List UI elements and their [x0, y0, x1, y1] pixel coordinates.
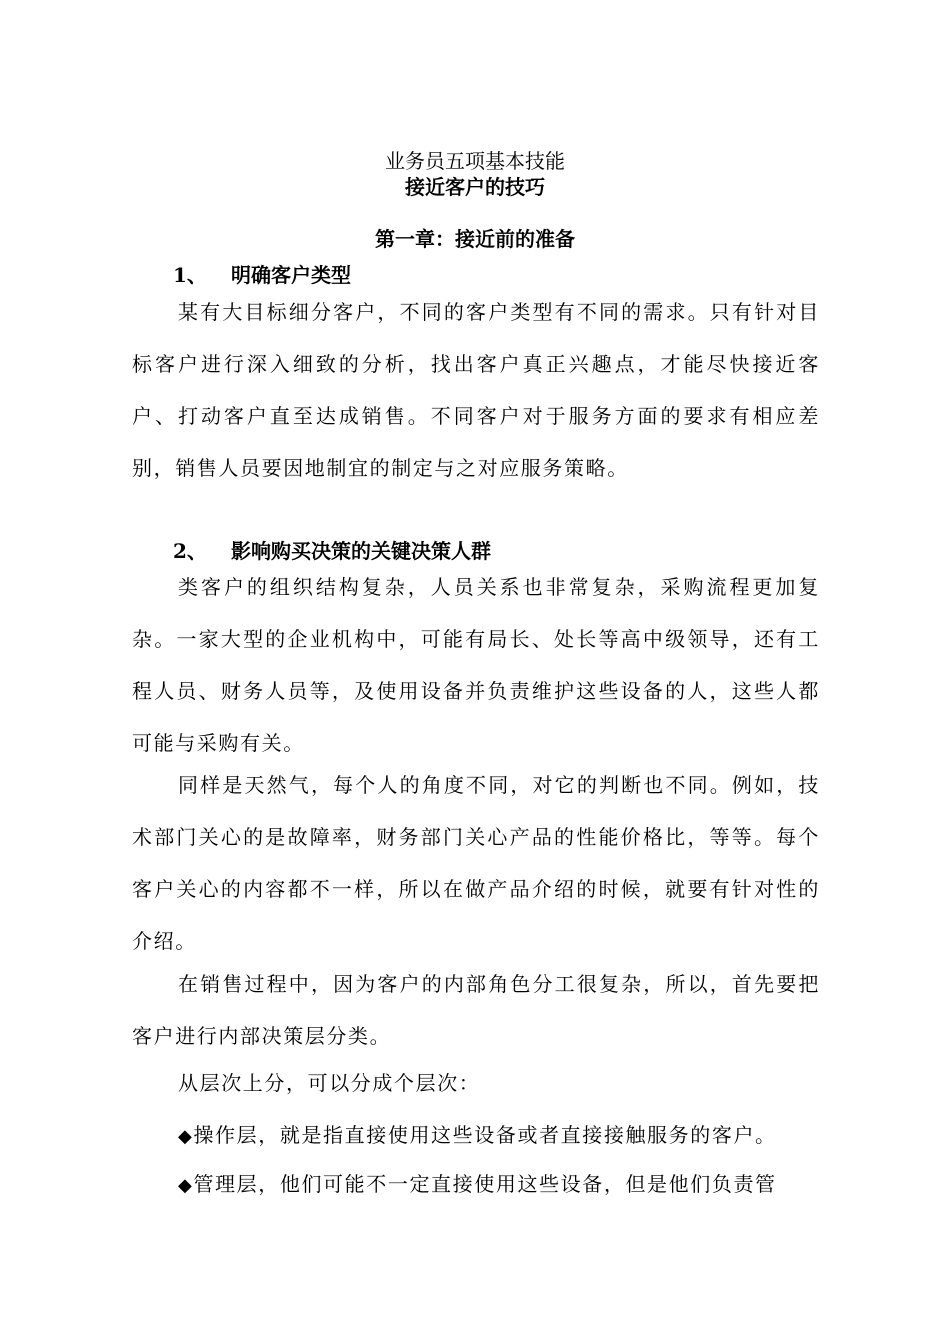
- document-title: 业务员五项基本技能: [385, 149, 565, 173]
- paragraph: 从层次上分，可以分成个层次：: [178, 1071, 481, 1095]
- bullet-text: 管理层，他们可能不一定直接使用这些设备，但是他们负责管: [193, 1172, 777, 1196]
- bullet-item: [132, 1158, 820, 1212]
- bullet-item: [132, 1109, 820, 1163]
- diamond-bullet-icon: ◆: [178, 1126, 194, 1147]
- section-number: 1、: [173, 263, 207, 287]
- bullet-text: 操作层，就是指直接使用这些设备或者直接接触服务的客户。: [193, 1123, 777, 1147]
- section-title: 影响购买决策的关键决策人群: [231, 539, 491, 563]
- document-subtitle: 接近客户的技巧: [405, 175, 545, 199]
- section-title: 明确客户类型: [231, 263, 351, 287]
- section-number: 2、: [173, 539, 207, 563]
- paragraph: 同样是天然气，每个人的角度不同，对它的判断也不同。例如，技术部门关心的是故障率，财务部门关心产品的性能价格比，等等。每个客户关心的内容都不一样，所以在做产品介绍的时候，就要有针对性的介绍。: [132, 773, 820, 953]
- section-heading: [173, 262, 351, 288]
- paragraph: 某有大目标细分客户，不同的客户类型有不同的需求。只有针对目标客户进行深入细致的分析，找出客户真正兴趣点，才能尽快接近客户、打动客户直至达成销售。不同客户对于服务方面的要求有相应差别，销售人员要因地制宜的制定与之对应服务策略。: [132, 300, 820, 480]
- paragraph: 在销售过程中，因为客户的内部角色分工很复杂，所以，首先要把客户进行内部决策层分类。: [132, 972, 820, 1048]
- diamond-bullet-icon: ◆: [178, 1175, 194, 1196]
- paragraph: 类客户的组织结构复杂，人员关系也非常复杂，采购流程更加复杂。一家大型的企业机构中，可能有局长、处长等高中级领导，还有工程人员、财务人员等，及使用设备并负责维护这些设备的人，这些人都可能与采购有关。: [132, 575, 820, 755]
- chapter-heading: 第一章：接近前的准备: [375, 227, 575, 251]
